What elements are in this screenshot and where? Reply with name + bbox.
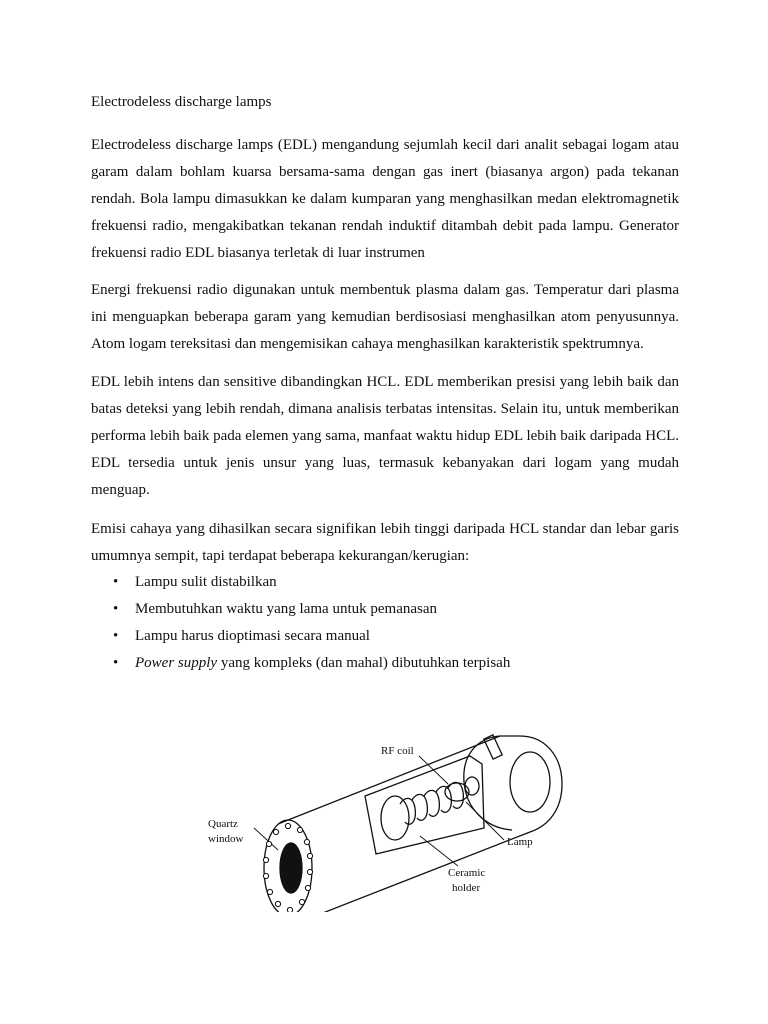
bullet-icon: • (113, 628, 119, 644)
list-item (91, 569, 679, 596)
list-item (91, 650, 679, 677)
edl-lamp-diagram (200, 732, 580, 912)
paragraph-4: Emisi cahaya yang dihasilkan secara signifikan lebih tinggi daripada HCL standar dan lebar garis umumnya sempit, tapi terdapat beberapa kekurangan/kerugian: (91, 521, 679, 564)
paragraph-1: Electrodeless discharge lamps (EDL) mengandung sejumlah kecil dari analit sebagai logam atau garam dalam bohlam kuarsa bersama-sama dengan gas inert (biasanya argon) pada tekanan rendah. Bola lampu dimasukkan ke dalam kumparan yang menghasilkan medan elektromagnetik frekuensi radio, mengakibatkan tekanan rendah induktif ditambah debit pada lampu. Generator frekuensi radio EDL biasanya terletak di luar instrumen (91, 137, 679, 261)
list-item (91, 623, 679, 650)
cylinder-body-outline (278, 736, 562, 912)
label-quartz: Quartz (208, 818, 238, 830)
label-ceramic: Ceramic (448, 867, 486, 879)
bullet-icon: • (113, 655, 119, 671)
back-cap-outline (464, 736, 512, 830)
list-item-text: Lampu sulit distabilkan (135, 574, 277, 590)
lamp-tip (465, 777, 479, 795)
list-item-text: Membutuhkan waktu yang lama untuk pemanasan (135, 601, 438, 617)
bullet-icon: • (113, 601, 119, 617)
paragraph-3: EDL lebih intens dan sensitive dibandingkan HCL. EDL memberikan presisi yang lebih baik dan batas deteksi yang lebih rendah, dimana analisis terbatas intensitas. Selain itu, untuk memberikan performa lebih baik pada elemen yang sama, manfaat waktu hidup EDL lebih baik daripada HCL. EDL tersedia untuk jenis unsur yang luas, termasuk kebanyakan dari logam yang mudah menguap. (91, 374, 679, 498)
paragraph-2: Energi frekuensi radio digunakan untuk membentuk plasma dalam gas. Temperatur dari plasma ini menguapkan beberapa garam yang kemudian berdisosiasi menghasilkan atom penyusunnya. Atom logam tereksitasi dan mengemisikan cahaya menghasilkan karakteristik spektrumnya. (91, 282, 679, 352)
list-item (91, 596, 679, 623)
list-item-text: yang kompleks (dan mahal) dibutuhkan terpisah (217, 655, 511, 671)
bullet-icon: • (113, 574, 119, 590)
quartz-window-dark (280, 843, 302, 893)
ceramic-holder-leader (420, 836, 458, 866)
ceramic-holder-ring (381, 796, 409, 840)
lamp-leader (466, 802, 504, 840)
label-holder: holder (452, 882, 481, 894)
rf-coil-leader (419, 756, 448, 784)
disadvantages-list (91, 569, 679, 677)
label-rf-coil: RF coil (381, 745, 414, 757)
list-item-italic: Power supply (135, 655, 218, 671)
list-item-text: Lampu harus dioptimasi secara manual (135, 628, 370, 644)
section-title: Electrodeless discharge lamps (91, 94, 272, 110)
label-window: window (208, 833, 244, 845)
edl-lamp-figure (200, 732, 580, 912)
rear-cap-ring (510, 752, 550, 812)
label-lamp: Lamp (507, 836, 533, 848)
